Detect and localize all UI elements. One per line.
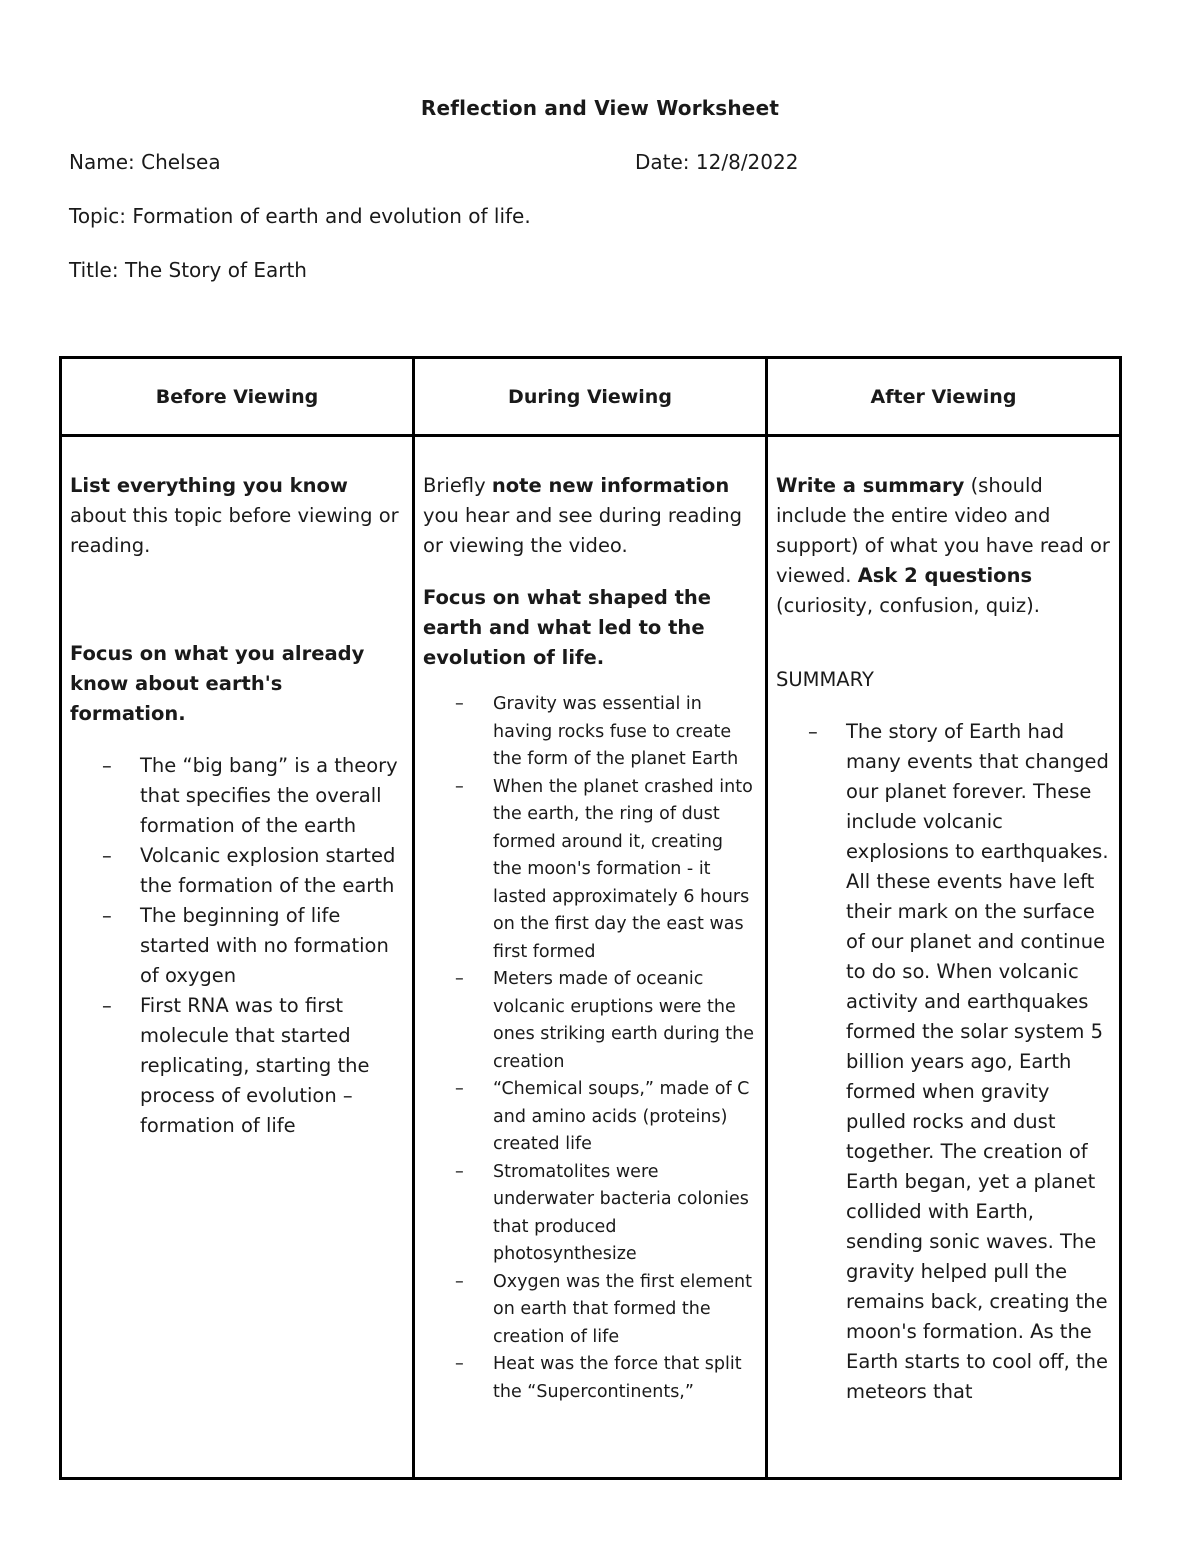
header-row <box>61 358 1121 436</box>
title-value: The Story of Earth <box>124 258 307 282</box>
name-line <box>69 150 221 174</box>
before-focus: Focus on what you already know about earth's formation. <box>70 642 365 725</box>
list-item: – The beginning of life started with no formation of oxygen <box>70 901 404 991</box>
during-intro <box>423 471 757 561</box>
before-intro <box>70 471 404 561</box>
summary-text: – The story of Earth had many events that changed our planet forever. These include volcanic explosions to earthquakes. All these events have left their mark on the surface of our planet and continue to do so. When volcanic activity and earthquakes formed the solar system 5 billion years ago, Earth formed when gravity pulled rocks and dust together. The creation of Earth began, yet a planet collided with Earth, sending sonic waves. The gravity helped pull the remains back, creating the moon's formation. As the Earth starts to cool off, the meteors that <box>776 717 1111 1407</box>
list-item: – “Chemical soups,” made of C and amino acids (proteins) created life <box>423 1076 757 1159</box>
during-intro-rest: you hear and see during reading or viewing the video. <box>423 504 742 557</box>
before-viewing-cell <box>61 436 414 1479</box>
worksheet-table <box>59 356 1122 1480</box>
summary-heading: SUMMARY <box>776 668 874 691</box>
header-after-viewing: After Viewing <box>767 358 1121 436</box>
list-item: – When the planet crashed into the earth, the ring of dust formed around it, creating the moon's formation - it lasted approximately 6 hours on the first day the east was first formed <box>423 774 757 967</box>
list-item: – Volcanic explosion started the formation of the earth <box>70 841 404 901</box>
during-intro-bold: note new information <box>491 474 730 497</box>
after-viewing-cell <box>767 436 1121 1479</box>
list-item: – Gravity was essential in having rocks fuse to create the form of the planet Earth <box>423 691 757 774</box>
date-line <box>635 150 798 174</box>
title-line <box>69 258 307 282</box>
list-item: – First RNA was to first molecule that started replicating, starting the process of evolution – formation of life <box>70 991 404 1141</box>
header-during-viewing: During Viewing <box>414 358 767 436</box>
topic-label: Topic: <box>69 204 127 228</box>
list-item: – Oxygen was the first element on earth that formed the creation of life <box>423 1269 757 1352</box>
summary-list <box>776 717 1111 1407</box>
list-item: – Stromatolites were underwater bacteria colonies that produced photosynthesize <box>423 1159 757 1269</box>
list-item: – Heat was the force that split the “Supercontinents,” <box>423 1351 757 1406</box>
header-before-viewing: Before Viewing <box>61 358 414 436</box>
after-intro-rest: (should include the entire video and support) of what you have read or viewed. <box>776 474 1110 587</box>
date-label: Date: <box>635 150 690 174</box>
name-value: Chelsea <box>141 150 221 174</box>
list-item: – Meters made of oceanic volcanic eruptions were the ones striking earth during the creation <box>423 966 757 1076</box>
after-ask-rest: (curiosity, confusion, quiz). <box>776 594 1040 617</box>
during-focus: Focus on what shaped the earth and what led to the evolution of life. <box>423 586 712 669</box>
after-ask-bold: Ask 2 questions <box>857 564 1033 587</box>
after-intro <box>776 471 1111 621</box>
content-row <box>61 436 1121 1479</box>
during-list <box>423 691 757 1406</box>
topic-line <box>69 204 531 228</box>
during-viewing-cell <box>414 436 767 1479</box>
after-intro-bold: Write a summary <box>776 474 965 497</box>
list-item: – The “big bang” is a theory that specifies the overall formation of the earth <box>70 751 404 841</box>
date-value: 12/8/2022 <box>695 150 799 174</box>
name-label: Name: <box>69 150 135 174</box>
worksheet-title: Reflection and View Worksheet <box>420 96 780 120</box>
before-intro-rest: about this topic before viewing or reading. <box>70 504 399 557</box>
before-list <box>70 751 404 1141</box>
topic-value: Formation of earth and evolution of life. <box>132 204 531 228</box>
during-intro-pre: Briefly <box>423 474 492 497</box>
before-intro-bold: List everything you know <box>70 474 348 497</box>
title-label: Title: <box>69 258 119 282</box>
